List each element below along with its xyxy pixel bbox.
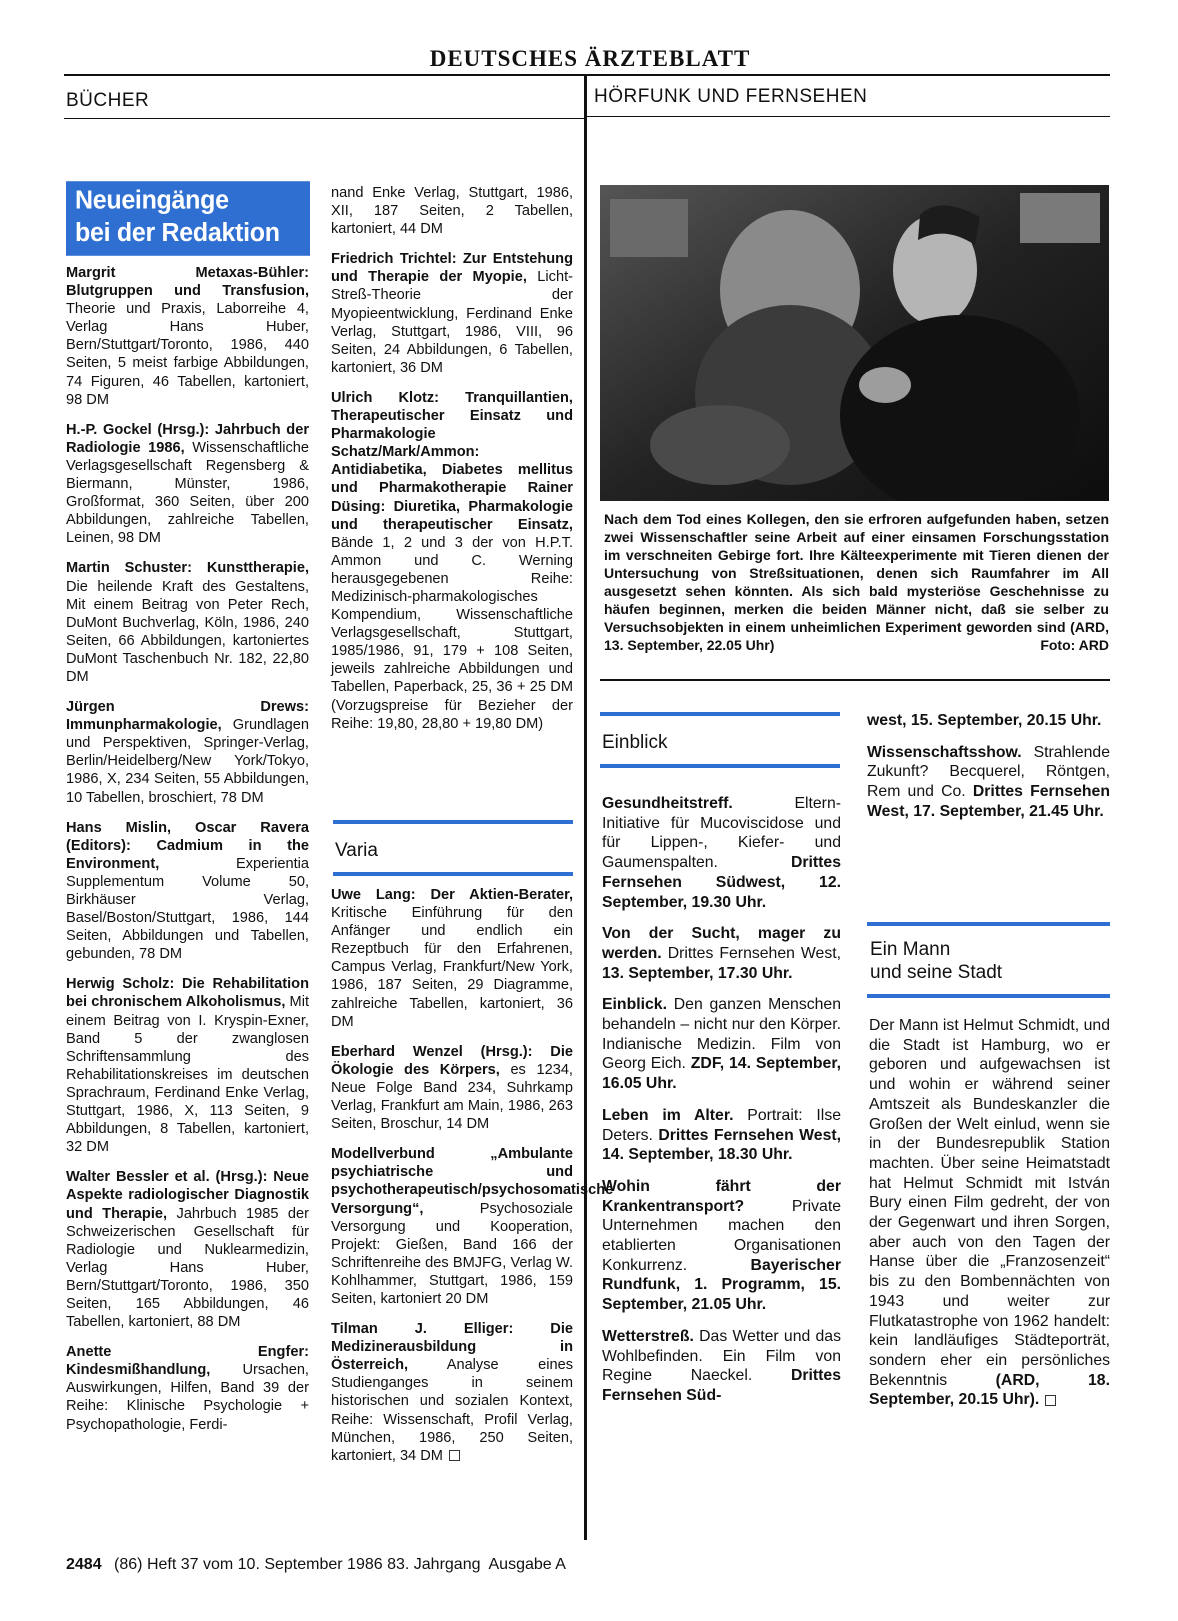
stadt-rule-top <box>867 922 1110 926</box>
entry-text: Licht-Streß-Theorie der Myopieentwicklung, Ferdinand Enke Verlag, Stuttgart, 1986, VIII, 96 Seiten, 24 Abbildungen, 6 Tabellen, kartoniert, 36 DM <box>331 269 573 376</box>
entry-bold: Margrit Metaxas-Bühler: Blutgruppen und Transfusion, <box>66 265 309 300</box>
stadt-text: Der Mann ist Helmut Schmidt, und die Stadt ist Hamburg, wo er geboren und aufgewachsen ist und wohin er während seiner Amtszeit als Bundeskanzler die Großen der Welt einlud, wenn sie in der Bundesrepublik Station machten. Über seine Heimatstadt hat Helmut Schmidt mit István Bury einen Film gedreht, der von der Gegenwart und ihren Sorgen, aber auch von den Tagen der Hanse über die „Franzosenzeit“ bis zu den Bombennächten von 1943 und weiter zur Flutkatastrophe von 1962 handelt: kein landläufiges Städteporträt, sondern eher ein persönliches Bekenntnis <box>869 1017 1110 1389</box>
entry-bold: H.-P. Gockel (Hrsg.): Jahrbuch der Radiologie 1986, <box>66 421 309 456</box>
tv-column-2-top <box>867 711 1110 834</box>
entry-tail: Bayerischer Rundfunk, 1. Programm, 15. September, 21.05 Uhr. <box>602 1256 841 1314</box>
entry <box>331 1145 614 1308</box>
entry <box>331 1043 573 1133</box>
entry <box>602 1177 841 1315</box>
entry-text: Bände 1, 2 und 3 der von H.P.T. Ammon und C. Werning herausgegebenen Reihe: Medizinisch-pharmakologisches Kompendium, Wissenschaftliche Verlagsgesellschaft, Stuttgart, 1985/1986, 91, 179 + 108 Seiten, jeweils zahlreiche Abbildungen und Tabellen, Paperback, 25, 36 + 25 DM (Vorzugspreise für Bezieher der Reihe: 19,80, 28,80 + 19,80 DM) <box>331 534 573 732</box>
stadt-heading-line-1: Ein Mann <box>870 939 951 960</box>
entry-tail: Drittes Fernsehen Südwest, 12. September, 19.30 Uhr. <box>602 854 841 911</box>
tv-still-photo <box>600 185 1109 501</box>
end-mark-icon <box>1045 1395 1056 1406</box>
entry <box>331 389 573 733</box>
entry <box>602 1106 841 1165</box>
entry-tail: Drittes Fernsehen Süd- <box>602 1367 841 1404</box>
stadt-heading-line-2: und seine Stadt <box>870 962 1003 983</box>
entry-text: Grundlagen und Perspektiven, Springer-Verlag, Berlin/Heidelberg/New York/Tokyo, 1986, X, 234 Seiten, 55 Abbildungen, 10 Tabellen, broschiert, 78 DM <box>66 717 309 806</box>
section-rule-left <box>64 118 584 119</box>
masthead: DEUTSCHES ÄRZTEBLATT <box>429 46 751 71</box>
entry-lead: Leben im Alter. <box>602 1106 734 1124</box>
entry <box>602 794 841 912</box>
entry-text: Private Unternehmen machen den etablierten Organisationen Konkurrenz. <box>602 1197 841 1274</box>
entry-lead: Gesundheitstreff. <box>602 795 733 812</box>
entry <box>66 421 309 548</box>
entry-text: Jahrbuch 1985 der Schweizerischen Gesellschaft für Radiologie und Nuklearmedizin, Verlag Hans Huber, Bern/Stuttgart/Toronto, 1986, 350 Seiten, 165 Abbildungen, 46 Tabellen, kartoniert, 88 DM <box>66 1205 309 1331</box>
stadt-heading <box>870 938 1002 984</box>
entry-bold: Eberhard Wenzel (Hrsg.): Die Ökologie des Körpers, <box>331 1043 573 1078</box>
section-rule-right <box>586 116 1110 117</box>
entry-text: Mit einem Beitrag von I. Kryspin-Exner, Band 5 der zwanglosen Schriftensammlung des Rehabilitationskreises im deutschen Sprachraum, Ferdinand Enke Verlag, Stuttgart, 1986, X, 113 Seiten, 9 Abbildungen, 8 Tabellen, kartoniert, 32 DM <box>66 994 309 1156</box>
entry-bold: Tilman J. Elliger: Die Medizinerausbildung in Österreich, <box>331 1321 573 1374</box>
stadt-rule-bottom <box>867 994 1110 998</box>
tv-column-1 <box>602 794 841 1418</box>
books-column-1 <box>66 264 309 1446</box>
einblick-rule-top <box>600 712 840 716</box>
column-divider <box>584 76 587 1540</box>
entry <box>331 184 573 238</box>
entry-lead: Wetterstreß. <box>602 1327 694 1345</box>
badge-line-1: Neueingänge <box>75 185 229 215</box>
entry-text: Theorie und Praxis, Laborreihe 4, Verlag Hans Huber, Bern/Stuttgart/Toronto, 1986, 440 Seiten, 5 meist farbige Abbildungen, 74 Figuren, 46 Tabellen, kartoniert, 98 DM <box>66 301 309 408</box>
entry-tail: ZDF, 14. September, 16.05 Uhr. <box>602 1055 841 1093</box>
entry <box>66 559 309 686</box>
entry-bold: Walter Bessler et al. (Hrsg.): Neue Aspekte radiologischer Diagnostik und Therapie, <box>66 1169 309 1222</box>
entry-tail: Drittes Fernsehen West, 14. September, 18.30 Uhr. <box>602 1126 841 1164</box>
stadt-broadcast-info: (ARD, 18. September, 20.15 Uhr). <box>869 1371 1110 1409</box>
entry-text: nand Enke Verlag, Stuttgart, 1986, XII, 187 Seiten, 2 Tabellen, kartoniert, 44 DM <box>331 185 573 238</box>
new-arrivals-badge <box>66 181 310 256</box>
entry-tail: west, 15. September, 20.15 Uhr. <box>867 712 1102 729</box>
entry-text: Die heilende Kraft des Gestaltens, Mit einem Beitrag von Peter Rech, DuMont Buchverlag, Köln, 1986, 240 Seiten, 66 Abbildungen, kartoniertes DuMont Taschenbuch Nr. 182, 22,80 DM <box>66 578 309 685</box>
entry <box>867 711 1110 731</box>
stadt-article <box>869 1016 1110 1410</box>
entry-text: Eltern-Initiative für Mucoviscidose und für Lippen-, Kiefer- und Gaumenspalten. <box>602 795 841 872</box>
books-column-2-top <box>331 184 573 745</box>
entry-bold: Martin Schuster: Kunsttherapie, <box>66 560 309 577</box>
entry <box>331 1320 573 1465</box>
entry <box>331 250 573 377</box>
varia-heading: Varia <box>335 840 378 861</box>
caption-rule <box>600 679 1110 681</box>
entry-text: Den ganzen Menschen behandeln – nicht nur den Körper. Indianische Medizin. Film von Georg Eich. <box>602 996 841 1073</box>
entry-text: Das Wetter und das Wohlbefinden. Ein Film von Regine Naeckel. <box>602 1327 841 1385</box>
entry-text: Experientia Supplementum Volume 50, Birkhäuser Verlag, Basel/Boston/Stuttgart, 1986, 144 Seiten, Abbildungen und Tabellen, gebunden, 78 DM <box>66 855 309 963</box>
entry-text: Drittes Fernsehen West, <box>661 944 841 962</box>
entry-text: es 1234, Neue Folge Band 234, Suhrkamp Verlag, Frankfurt am Main, 1986, 263 Seiten, Broschur, 14 DM <box>331 1061 573 1133</box>
entry-text: Portrait: Ilse Deters. <box>602 1106 842 1144</box>
entry-tail: Drittes Fernsehen West, 17. September, 21.45 Uhr. <box>867 783 1110 820</box>
entry <box>66 698 309 807</box>
photo-caption <box>604 510 1109 654</box>
entry <box>331 886 573 1031</box>
einblick-rule-bottom <box>600 764 840 768</box>
caption-credit: Foto: ARD <box>1040 637 1109 653</box>
issue-info: (86) Heft 37 vom 10. September 1986 83. Jahrgang Ausgabe A <box>114 1556 566 1573</box>
entry <box>66 264 309 409</box>
entry <box>66 975 309 1156</box>
entry-bold: Anette Engfer: Kindesmißhandlung, <box>66 1344 309 1379</box>
page-number: 2484 <box>66 1556 102 1573</box>
entry <box>867 743 1110 822</box>
masthead-rule <box>64 74 1110 76</box>
entry-lead: Wohin fährt der Krankentransport? <box>602 1177 841 1215</box>
entry <box>66 819 309 964</box>
books-column-2-bottom <box>331 886 614 1477</box>
entry-bold: Friedrich Trichtel: Zur Entstehung und Therapie der Myopie, <box>331 251 573 286</box>
entry-text: Analyse eines Studienganges in seinem historischen und sozialen Kontext, Reihe: Wissenschaft, Profil Verlag, München, 1986, 250 Seiten, kartoniert, 34 DM <box>331 1357 573 1464</box>
entry <box>602 1327 841 1406</box>
caption-text: Nach dem Tod eines Kollegen, den sie erfroren aufgefunden haben, setzen zwei Wissenschaftler seine Arbeit auf einer einsamen Forschungsstation im verschneiten Gebirge fort. Ihre Kälteexperimente mit Tieren dienen der Untersuchung von Streßsituationen, denen sich Raumfahrer im All ausgesetzt sehen könnten. Als sich bald mysteriöse Geschehnisse zu häufen beginnen, merken die beiden Männer nicht, daß sie selber zu Versuchsobjekten in einem unheimlichen Experiment geworden sind (ARD, 13. September, 22.05 Uhr) <box>604 511 1109 653</box>
entry-lead: Wissenschaftsshow. <box>867 743 1022 761</box>
entry-tail: 13. September, 17.30 Uhr. <box>602 964 793 982</box>
entry-text: Strahlende Zukunft? Becquerel, Röntgen, Rem und Co. <box>867 743 1110 801</box>
section-label-books: BÜCHER <box>66 90 150 111</box>
photo-placeholder <box>600 185 1109 501</box>
badge-line-2: bei der Redaktion <box>75 217 280 248</box>
entry-text: Kritische Einführung für den Anfänger und endlich ein Rezeptbuch für den Erfahrenen, Campus Verlag, Frankfurt/New York, 1986, 187 Seiten, 29 Diagramme, zahlreiche Tabellen, kartoniert, 36 DM <box>331 905 573 1030</box>
entry-bold: Jürgen Drews: Immunpharmakologie, <box>66 699 309 734</box>
end-mark-icon <box>449 1450 460 1461</box>
section-label-radio-tv: HÖRFUNK UND FERNSEHEN <box>594 86 868 107</box>
varia-rule-top <box>333 820 573 824</box>
entry-text: Ursachen, Auswirkungen, Hilfen, Band 39 der Reihe: Klinische Psychologie + Psychopathologie, Ferdi- <box>66 1362 309 1433</box>
entry-bold: Ulrich Klotz: Tranquillantien, Therapeutischer Einsatz und Pharmakologie Schatz/Mark/Ammon: Antidiabetika, Diabetes mellitus und Pharmakotherapie Rainer Düsing: Diuretika, Pharmakologie und therapeutischer Einsatz, <box>331 389 573 533</box>
entry-text: Psychosoziale Versorgung und Kooperation, Projekt: Gießen, Band 166 der Schriftenreihe des BMJFG, Verlag W. Kohlhammer, Stuttgart, 1986, 159 Seiten, kartoniert 20 DM <box>331 1200 573 1307</box>
entry <box>66 1343 309 1433</box>
entry-bold: Hans Mislin, Oscar Ravera (Editors): Cadmium in the Environment, <box>66 819 309 872</box>
entry-lead: Einblick. <box>602 996 667 1014</box>
entry <box>602 995 841 1094</box>
entry <box>66 1168 309 1331</box>
page-footer <box>66 1556 566 1574</box>
entry-bold: Uwe Lang: Der Aktien-Berater, <box>331 887 573 903</box>
varia-rule-bottom <box>333 872 573 876</box>
entry-lead: Von der Sucht, mager zu werden. <box>602 925 841 962</box>
entry-bold: Modellverbund „Ambulante psychiatrische und psychotherapeutisch/psychosomatische Versorgung“, <box>331 1146 614 1217</box>
entry-text: Wissenschaftliche Verlagsgesellschaft Regensberg & Biermann, Münster, 1986, Großformat, 360 Seiten, über 200 Abbildungen, zahlreiche Tabellen, Leinen, 98 DM <box>66 439 309 547</box>
entry-bold: Herwig Scholz: Die Rehabilitation bei chronischem Alkoholismus, <box>66 976 309 1011</box>
entry <box>602 924 841 983</box>
einblick-heading: Einblick <box>602 732 668 753</box>
